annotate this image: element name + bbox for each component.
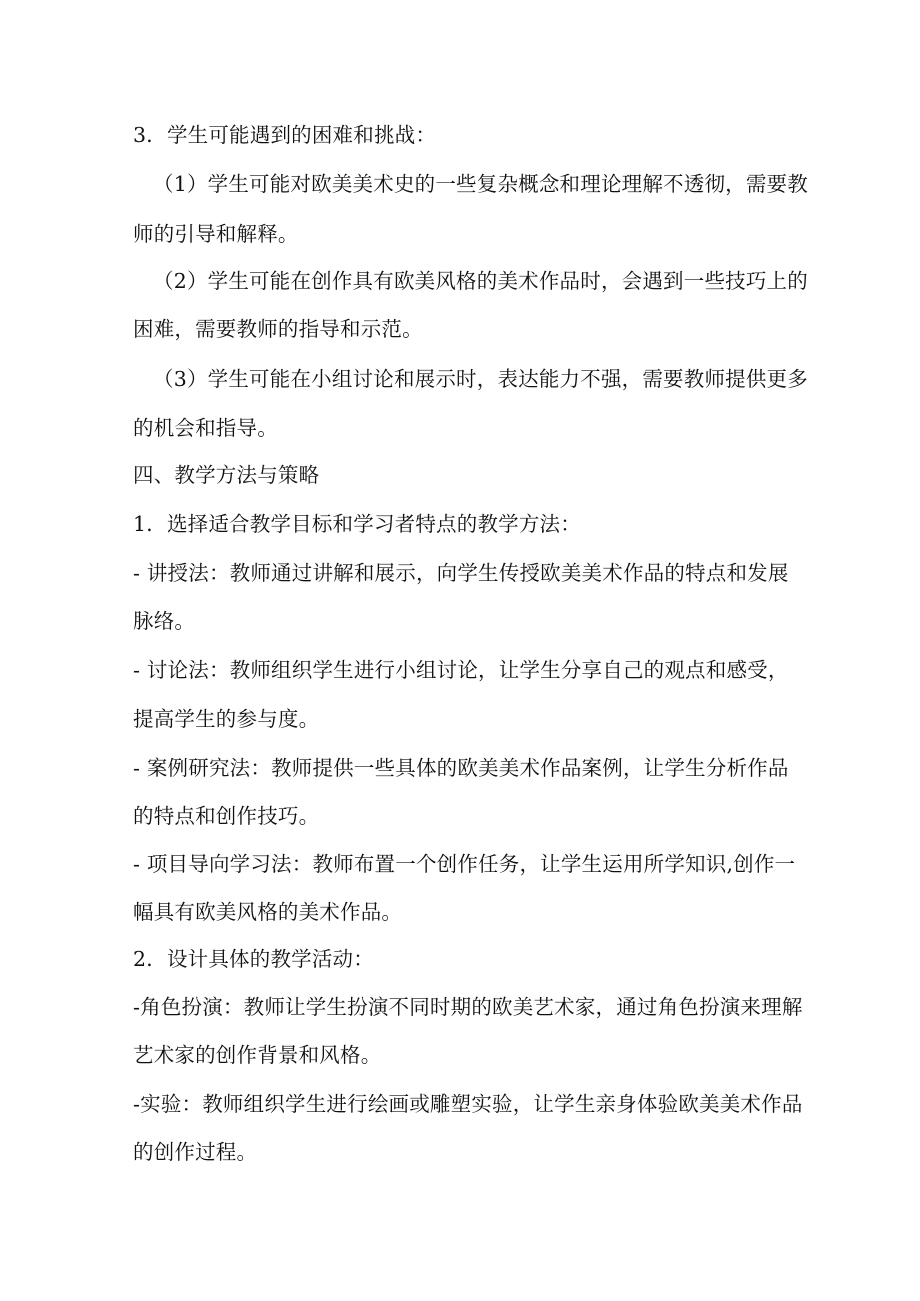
list-item-line: - 案例研究法：教师提供一些具体的欧美美术作品案例，让学生分析作品 bbox=[133, 756, 789, 780]
list-item-line: - 讲授法：教师通过讲解和展示，向学生传授欧美美术作品的特点和发展 bbox=[133, 561, 789, 585]
paragraph-line: 师的引导和解释。 bbox=[133, 222, 299, 246]
section-heading-difficulties: 3．学生可能遇到的困难和挑战： bbox=[133, 123, 437, 147]
list-item-line: 提高学生的参与度。 bbox=[133, 707, 320, 731]
paragraph-line: （3）学生可能在小组讨论和展示时，表达能力不强，需要教师提供更多 bbox=[153, 367, 808, 391]
list-item-line: 幅具有欧美风格的美术作品。 bbox=[133, 900, 403, 924]
list-item-line: - 讨论法：教师组织学生进行小组讨论，让学生分享自己的观点和感受， bbox=[133, 658, 789, 682]
list-item-line: 脉络。 bbox=[133, 609, 196, 633]
list-item-line: 的特点和创作技巧。 bbox=[133, 804, 320, 828]
paragraph-line: （2）学生可能在创作具有欧美风格的美术作品时，会遇到一些技巧上的 bbox=[153, 269, 808, 293]
list-item-line: -实验：教师组织学生进行绘画或雕塑实验，让学生亲身体验欧美美术作品 bbox=[133, 1092, 803, 1116]
paragraph-line: （1）学生可能对欧美美术史的一些复杂概念和理论理解不透彻，需要教 bbox=[153, 172, 808, 196]
section-heading-methods: 四、教学方法与策略 bbox=[133, 463, 320, 487]
subheading-activities: 2．设计具体的教学活动： bbox=[133, 947, 374, 971]
subheading-method-selection: 1．选择适合教学目标和学习者特点的教学方法： bbox=[133, 512, 581, 536]
list-item-line: 的创作过程。 bbox=[133, 1140, 258, 1164]
paragraph-line: 困难，需要教师的指导和示范。 bbox=[133, 317, 423, 341]
list-item-line: - 项目导向学习法：教师布置一个创作任务，让学生运用所学知识,创作一 bbox=[133, 852, 796, 876]
paragraph-line: 的机会和指导。 bbox=[133, 416, 278, 440]
list-item-line: -角色扮演：教师让学生扮演不同时期的欧美艺术家，通过角色扮演来理解 bbox=[133, 995, 803, 1019]
list-item-line: 艺术家的创作背景和风格。 bbox=[133, 1043, 382, 1067]
